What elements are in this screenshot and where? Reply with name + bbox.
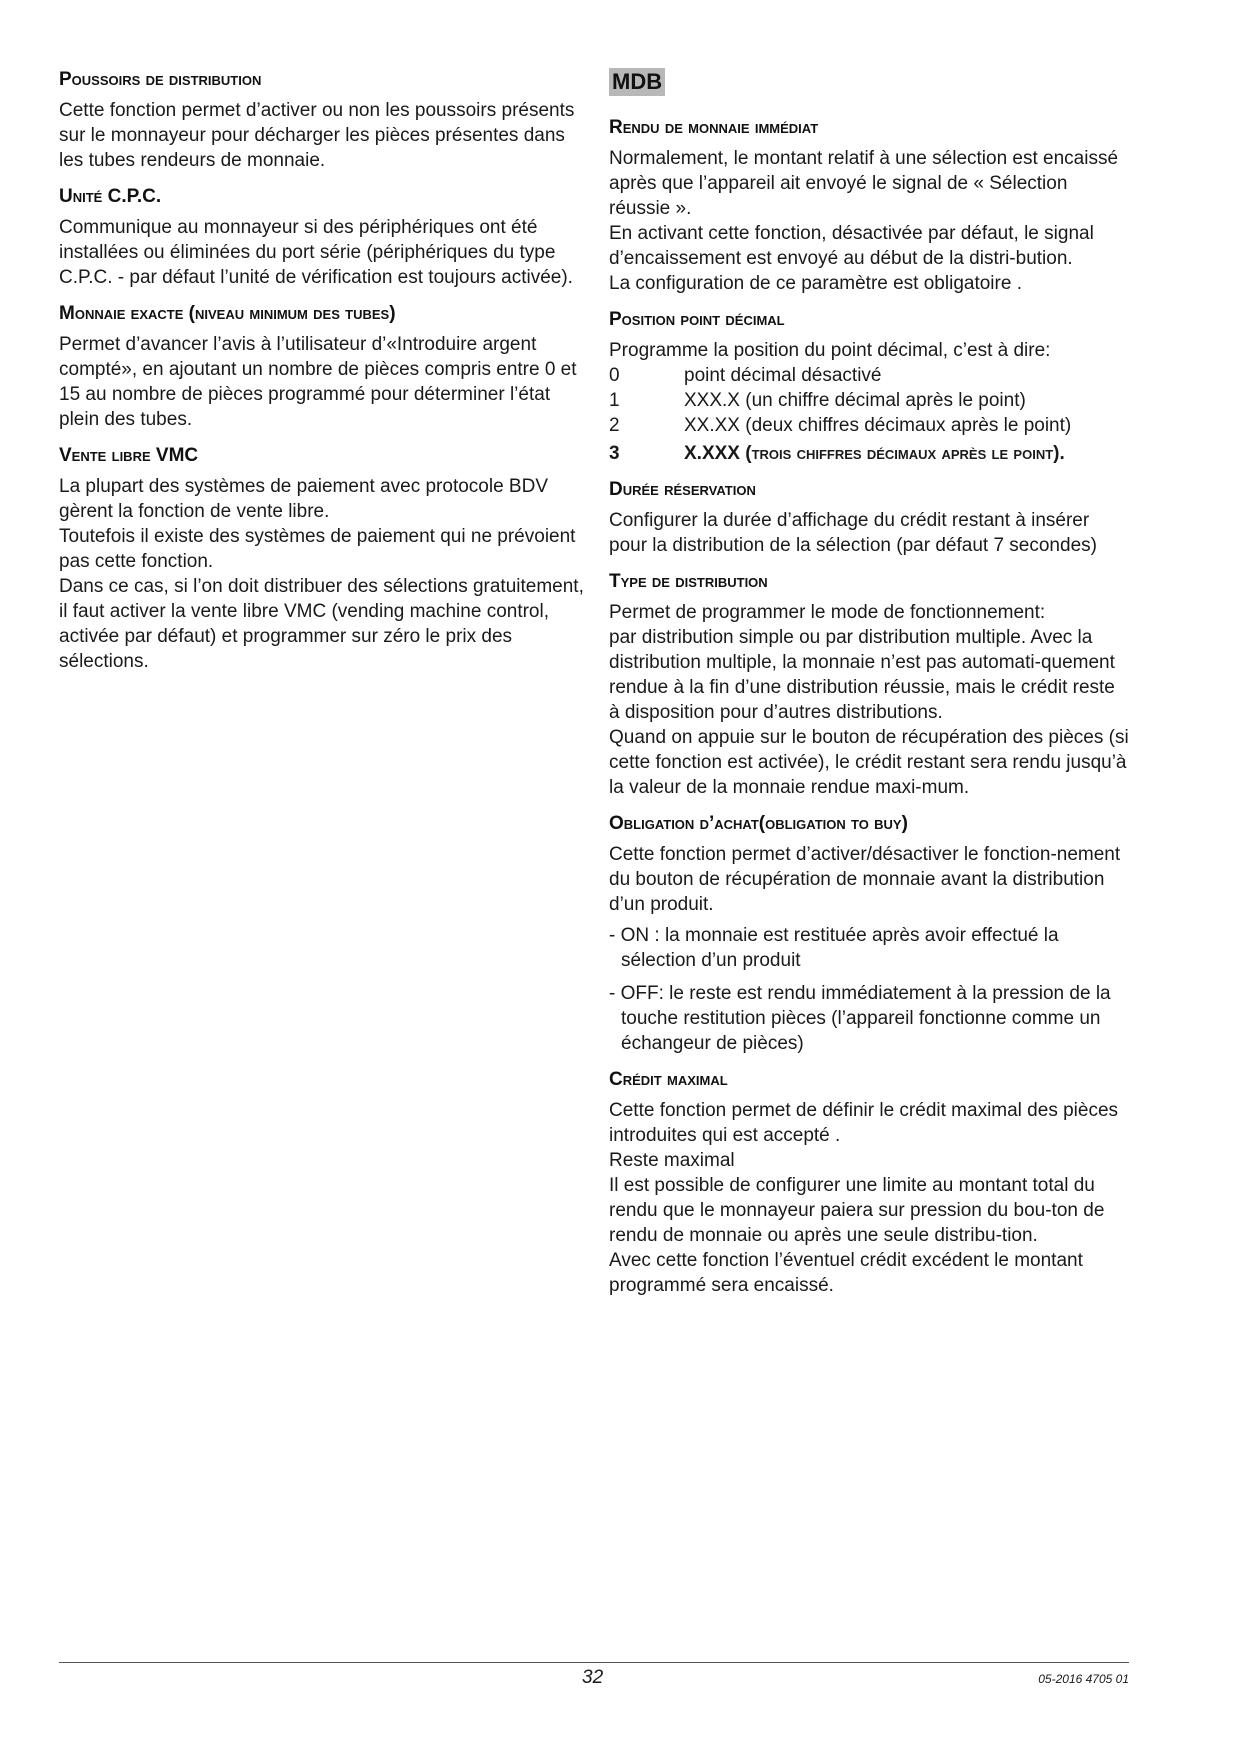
paragraph: Cette fonction permet d’activer ou non les poussoirs présents sur le monnayeur pour décharger les pièces présentes dans les tubes rendeurs de monnaie. (59, 100, 575, 171)
section-title-obligation: Obligation d’achat(obligation to buy) (609, 813, 908, 834)
mdb-badge: MDB (609, 68, 665, 96)
footer-divider (59, 1662, 1129, 1663)
section-title-rendu: Rendu de monnaie immédiat (609, 117, 819, 138)
option-row (609, 441, 1129, 466)
bullet-item: - ON : la monnaie est restituée après avoir effectué la sélection d’un produit (609, 925, 1059, 971)
section-body-type (609, 600, 1129, 800)
section-body-rendu (609, 146, 1129, 296)
option-value: XXX.X (un chiffre décimal après le point) (684, 390, 1026, 411)
paragraph: Programme la position du point décimal, c’est à dire: (609, 340, 1051, 361)
option-key: 2 (609, 415, 620, 436)
section-title-vente-libre: Vente libre VMC (59, 445, 199, 466)
paragraph: La plupart des systèmes de paiement avec protocole BDV gèrent la fonction de vente libre. (59, 476, 548, 522)
section-title-poussoirs: Poussoirs de distribution (59, 69, 262, 90)
section-title-credit: Crédit maximal (609, 1069, 728, 1090)
paragraph: Avec cette fonction l’éventuel crédit excédent le montant programmé sera encaissé. (609, 1250, 1083, 1296)
paragraph: Quand on appuie sur le bouton de récupération des pièces (si cette fonction est activée), le crédit restant sera rendu jusqu’à la valeur de la monnaie rendue maxi-mum. (609, 727, 1129, 798)
option-key: 0 (609, 365, 620, 386)
section-body-unite-cpc (59, 215, 587, 290)
option-value: XX.XX (deux chiffres décimaux après le point) (684, 415, 1072, 436)
section-title-duree: Durée réservation (609, 479, 756, 500)
bullet-item: - OFF: le reste est rendu immédiatement à la pression de la touche restitution pièces (l’appareil fonctionne comme un échangeur de pièces) (609, 983, 1111, 1054)
section-title-type: Type de distribution (609, 571, 768, 592)
paragraph: Dans ce cas, si l’on doit distribuer des sélections gratuitement, il faut activer la vente libre VMC (vending machine control, activée par défaut) et programmer sur zéro le prix des sélections. (59, 576, 584, 672)
section-body-credit (609, 1098, 1129, 1298)
paragraph: Configurer la durée d’affichage du crédit restant à insérer pour la distribution de la sélection (par défaut 7 secondes) (609, 510, 1097, 556)
option-value: X.XXX (trois chiffres décimaux après le point). (684, 443, 1065, 464)
option-row (609, 413, 1129, 438)
option-value: point décimal désactivé (684, 365, 882, 386)
section-body-vente-libre (59, 474, 587, 674)
paragraph: Normalement, le montant relatif à une sélection est encaissé après que l’appareil ait envoyé le signal de « Sélection réussie ». (609, 148, 1119, 219)
section-title-unite-cpc: Unité C.P.C. (59, 186, 162, 207)
page-number: 32 (582, 1667, 604, 1688)
section-title-position: Position point décimal (609, 309, 785, 330)
section-title-monnaie-exacte: Monnaie exacte (niveau minimum des tubes) (59, 303, 396, 324)
paragraph: En activant cette fonction, désactivée par défaut, le signal d’encaissement est envoyé au début de la distri-bution. (609, 223, 1094, 269)
section-body-duree (609, 508, 1129, 558)
right-column (609, 60, 1129, 1298)
section-body-position (609, 338, 1129, 466)
left-column (59, 60, 587, 674)
paragraph: par distribution simple ou par distribution multiple. Avec la distribution multiple, la monnaie n’est pas automati-quement rendue à la fin d’une distribution réussie, mais le crédit reste à disposition pour d’autres distributions. (609, 627, 1115, 723)
paragraph: La configuration de ce paramètre est obligatoire . (609, 273, 1022, 294)
document-code: 05-2016 4705 01 (1038, 1672, 1129, 1686)
paragraph: Permet de programmer le mode de fonctionnement: (609, 602, 1046, 623)
paragraph: Permet d’avancer l’avis à l’utilisateur d’«Introduire argent compté», en ajoutant un nombre de pièces compris entre 0 et 15 au nombre de pièces programmé pour déterminer l’état plein des tubes. (59, 334, 577, 430)
paragraph: Communique au monnayeur si des périphériques ont été installées ou éliminées du port série (périphériques du type C.P.C. - par défaut l’unité de vérification est toujours activée). (59, 217, 573, 288)
section-body-poussoirs (59, 98, 587, 173)
paragraph: Cette fonction permet d’activer/désactiver le fonction-nement du bouton de récupération de monnaie avant la distribution d’un produit. (609, 844, 1121, 915)
paragraph: Toutefois il existe des systèmes de paiement qui ne prévoient pas cette fonction. (59, 526, 576, 572)
section-body-obligation (609, 842, 1129, 1056)
option-row (609, 363, 1129, 388)
section-body-monnaie-exacte (59, 332, 587, 432)
option-key: 1 (609, 390, 620, 411)
paragraph: Cette fonction permet de définir le crédit maximal des pièces introduites qui est accepté . (609, 1100, 1119, 1146)
paragraph: Reste maximal (609, 1150, 735, 1171)
paragraph: Il est possible de configurer une limite au montant total du rendu que le monnayeur paiera sur pression du bou-ton de rendu de monnaie ou après une seule distribu-tion. (609, 1175, 1105, 1246)
option-key: 3 (609, 443, 620, 464)
option-row (609, 388, 1129, 413)
